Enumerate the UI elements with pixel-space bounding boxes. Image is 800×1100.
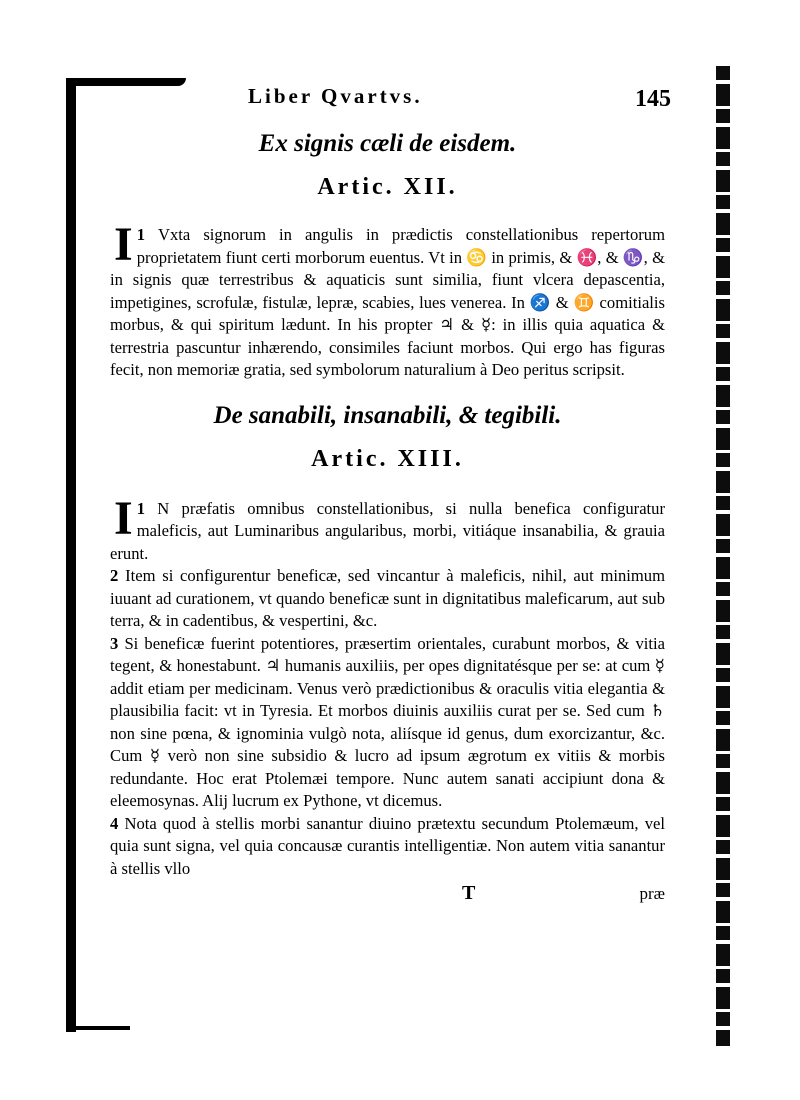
drop-cap: I [114,491,133,545]
drop-cap: I [114,218,133,271]
article-body [110,218,665,382]
page-footer [110,882,665,908]
paragraph-text: Vxta signorum in angulis in prædictis constellationibus repertorum proprietatem fiunt certi morborum euentus. Vt in ♋ in primis, & ♓, & ♑, & in signis quæ terrestribus & aquaticis sunt similia, fiunt vlcera depascentia, impetigines, scrofulæ, fistulæ, lepræ, scabies, lues venerea. In ♐ & ♊ comitialis morbus, & qui spiritum lædunt. In his propter ♃ & ☿: in illis quia aquatica & terrestria pascuntur inhærendo, consimiles faciunt morbos. Qui ergo has figuras fecit, non memoriæ gratia, sed symbolorum naturalium à Deo peritus scripsit. [110,225,665,379]
paragraph [110,218,665,382]
binding-shadow [66,82,76,1032]
article-body [110,491,665,881]
paragraph [110,565,665,633]
paragraph-text: Item si configurentur beneficæ, sed vincantur à maleficis, nihil, aut minimum iuuant ad curationem, vt quando beneficæ sunt in dignitatibus maleficarum, aut sub terra, & in cadentibus, & vespertini, &c. [110,566,665,630]
running-head [110,78,671,114]
book-page [110,78,671,908]
section-title: De sanabili, insanabili, & tegibili. [213,401,562,429]
running-title: Liber Qvartvs. [248,84,423,108]
paragraph [110,813,665,881]
article-heading: Artic. XIII. [311,445,464,472]
binding-foot [70,1026,130,1030]
paragraph-text: N præfatis omnibus constellationibus, si nulla benefica configuratur maleficis, aut Luminaribus angularibus, morbi, vitiáque insanabilia, & grauia erunt. [110,498,665,563]
paragraph-number: 3 [110,633,119,653]
paragraph [110,491,665,566]
section-title: Ex signis cæli de eisdem. [258,130,517,157]
signature-mark: T [462,882,476,904]
catchword: præ [639,884,665,903]
paragraph-number: 4 [110,813,119,833]
paragraph [110,633,665,813]
paragraph-number: 2 [110,566,119,585]
article-heading: Artic. XII. [317,174,458,200]
page-edge [716,66,730,1046]
page-number: 145 [635,86,671,112]
paragraph-number: 1 [136,225,145,244]
paragraph-number: 1 [136,498,145,518]
paragraph-text: Si beneficæ fuerint potentiores, præsertim orientales, curabunt morbos, & vitia tegent, & honestabunt. ♃ humanis auxiliis, per opes dignitatésque per se: at cum ☿ addit etiam per medicinam. Venus verò prædictionibus & oraculis vitia elegantia & plausibilia facit: vt in Tyresia. Et morbos diuinis auxiliis curat per se. Sed cum ♄ non sine pœna, & ignominia vulgò nota, aliísque id genus, dum exorcizantur, &c. Cum ☿ verò non sine subsidio & lucro ad ipsum ægrotum ex vitiis & morbis redundante. Hoc erat Ptolemæi tempore. Nunc autem sanati accipiunt dona & eleemosynas. Alij lucrum ex Pythone, vt dicemus. [110,633,665,810]
paragraph-text: Nota quod à stellis morbi sanantur diuino prætextu secundum Ptolemæum, vel quia sunt signa, vel quia concausæ curantis intelligentiæ. Non autem vitia sanantur à stellis vllo [110,813,665,878]
